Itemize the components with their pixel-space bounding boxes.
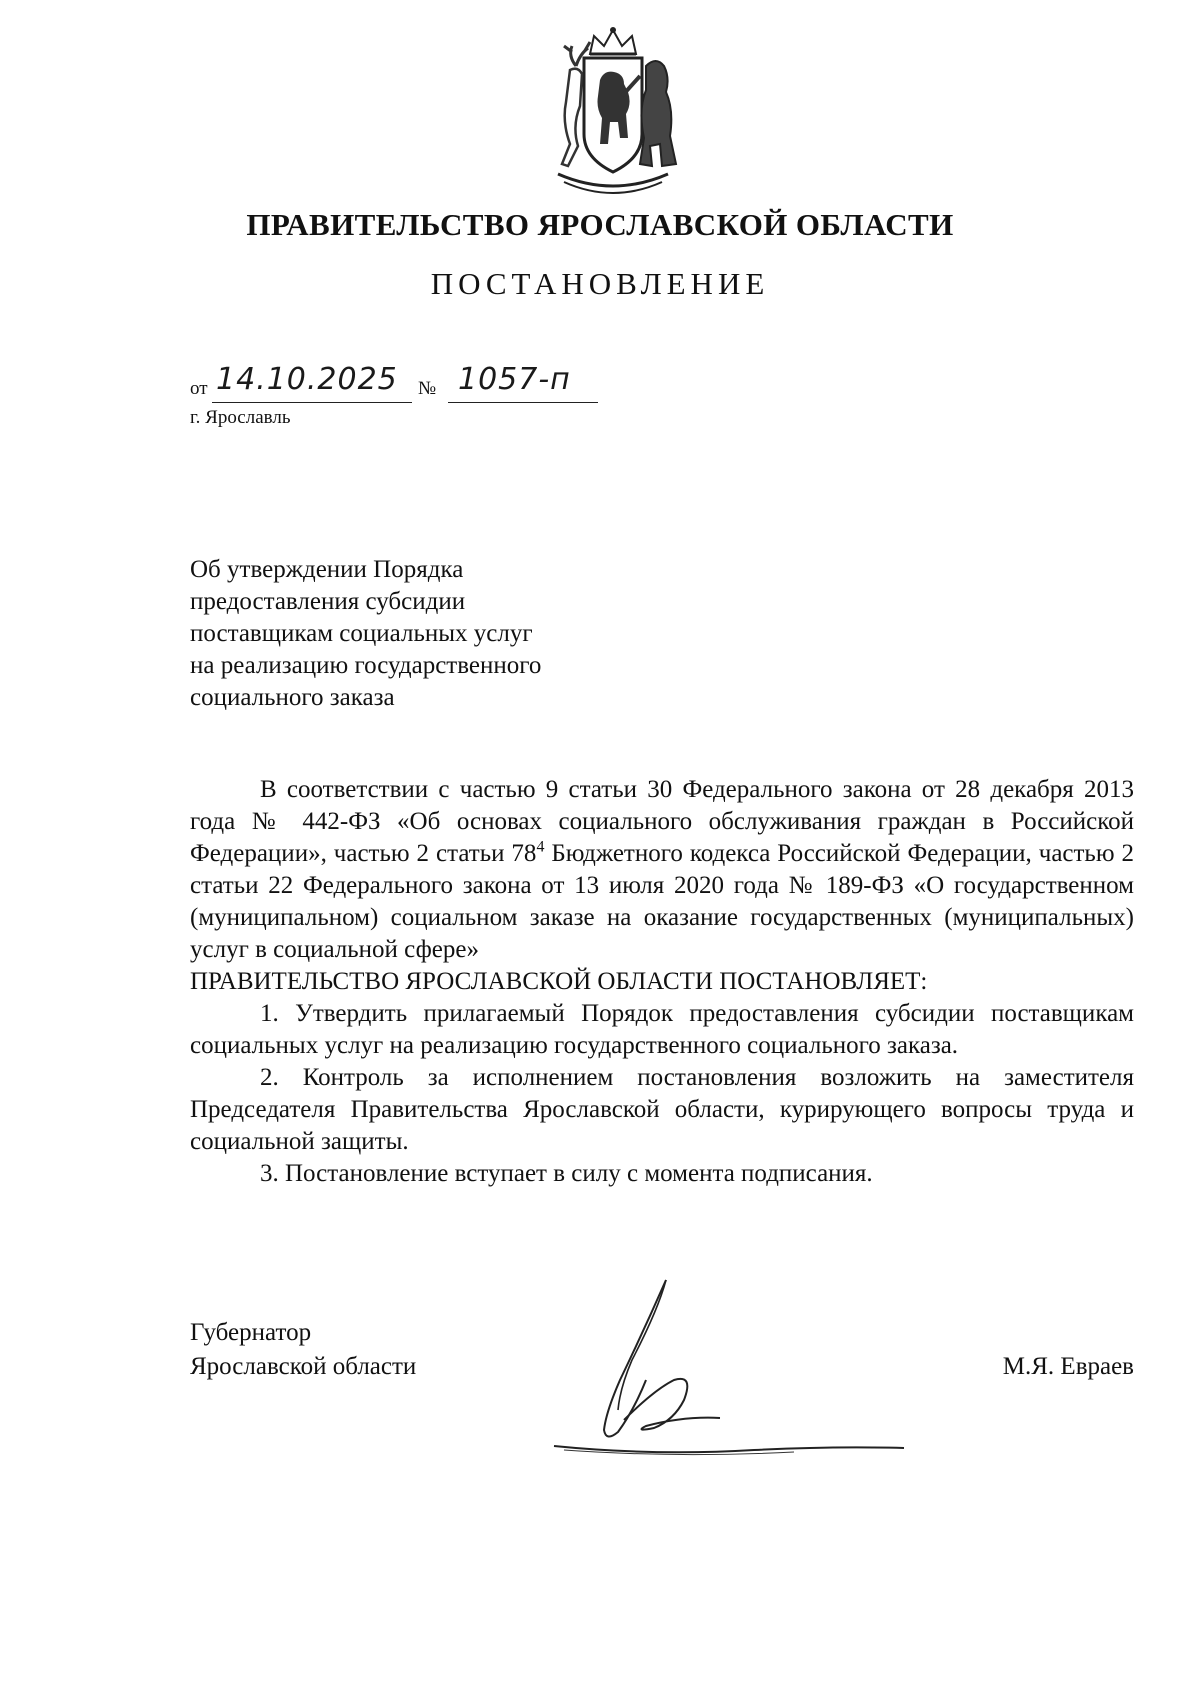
subject-line: поставщикам социальных услуг — [190, 620, 533, 647]
position-line: Губернатор — [190, 1319, 312, 1346]
handwritten-date: 14.10.2025 — [216, 362, 398, 397]
document-body — [190, 774, 1134, 1190]
signatory-position — [190, 1316, 416, 1384]
decree-line: ПРАВИТЕЛЬСТВО ЯРОСЛАВСКОЙ ОБЛАСТИ ПОСТАНОВЛЯЕТ: — [190, 968, 928, 995]
preamble-text-cont: Бюджетного кодекса Российской Федерации, частью 2 статьи 22 Федерального закона от 13 июля 2020 года № 189-ФЗ «О государственном (муниципальном) социальном заказе на оказание государственных (муниципальных) услуг в социальной сфере» — [190, 840, 1134, 963]
document-meta — [190, 362, 610, 402]
item-paragraph-2: 2. Контроль за исполнением постановления возложить на заместителя Председателя Правительства Ярославской области, курирующего вопросы труда и социальной защиты. — [190, 1064, 1134, 1155]
number-label: № — [418, 378, 437, 399]
signatory-name: М.Я. Евраев — [1002, 1353, 1134, 1380]
subject-line: Об утверждении Порядка — [190, 556, 464, 583]
number-underline — [448, 402, 598, 403]
preamble-paragraph — [190, 774, 1134, 966]
government-title: ПРАВИТЕЛЬСТВО ЯРОСЛАВСКОЙ ОБЛАСТИ — [246, 207, 954, 242]
subject-line: на реализацию государственного — [190, 652, 542, 679]
date-label: от — [190, 378, 208, 399]
date-underline — [212, 402, 412, 403]
subject-line: предоставления субсидии — [190, 588, 466, 615]
preamble-superscript: 4 — [536, 838, 545, 856]
position-line: Ярославской области — [190, 1353, 417, 1380]
item-paragraph-1: 1. Утвердить прилагаемый Порядок предоставления субсидии поставщикам социальных услуг на реализацию государственного социального заказа. — [190, 1000, 1134, 1059]
item-paragraph-3: 3. Постановление вступает в силу с момента подписания. — [260, 1160, 873, 1187]
preamble-text: В соответствии с частью 9 статьи 30 Федерального закона от 28 декабря 2013 года № 442-ФЗ «Об основах социального обслуживания граждан в Российской Федерации», частью 2 статьи 78 — [190, 776, 1134, 867]
handwritten-number: 1057-п — [458, 362, 571, 397]
document-subject — [190, 554, 690, 714]
coat-of-arms-icon — [528, 26, 698, 198]
city: г. Ярославль — [190, 407, 291, 428]
document-type: ПОСТАНОВЛЕНИЕ — [430, 266, 770, 301]
subject-line: социального заказа — [190, 684, 395, 711]
handwritten-signature-icon — [534, 1270, 944, 1470]
